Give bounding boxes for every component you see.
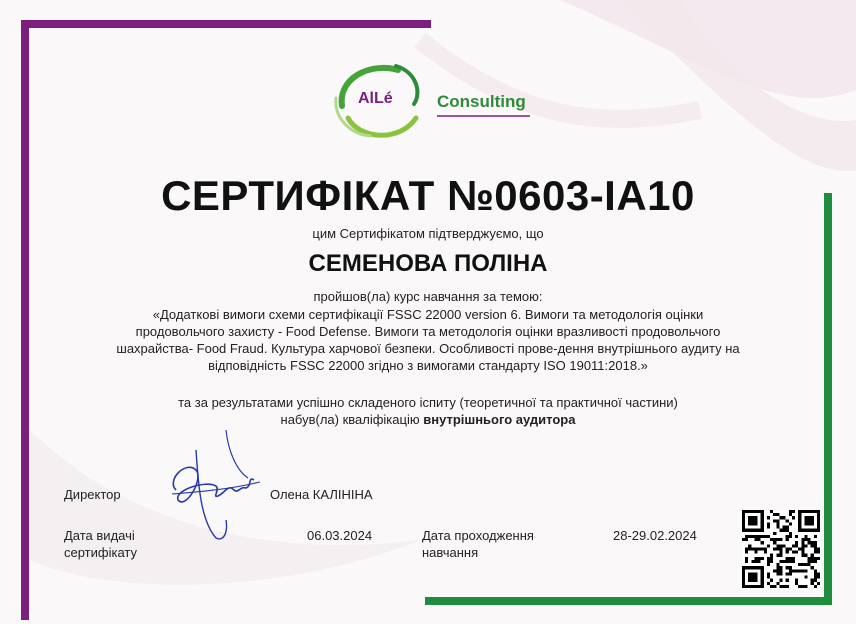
director-label: Директор <box>64 487 121 502</box>
confirm-text: цим Сертифікатом підтверджуємо, що <box>312 226 544 241</box>
training-date-label <box>422 527 534 561</box>
issue-date: 06.03.2024 <box>307 528 373 543</box>
certificate-title: СЕРТИФІКАТ №0603-IA10 <box>161 172 695 219</box>
issue-date-label-line-2: сертифікату <box>64 545 137 560</box>
training-date-label-line-2: навчання <box>422 545 479 560</box>
frame-green-bottom <box>425 597 832 605</box>
recipient-name: СЕМЕНОВА ПОЛІНА <box>308 250 548 277</box>
logo-subtitle: Consulting <box>437 92 526 111</box>
course-text: «Додаткові вимоги схеми сертифікації FSSC 22000 version 6. Вимоги та методологія оцінки продовольчого захисту - Food Defense. Вимоги та методологія оцінки вразливості продовольчого шахрайства- Food Fraud. Культура харчової безпеки. Особливості прове-дення внутрішнього аудиту на відповідність FSSC 22000 згідно з вимогами стандарту ISO 19011:2018.» <box>116 307 740 373</box>
qr-code-icon[interactable] <box>742 510 820 588</box>
course-intro: пройшов(ла) курс навчання за темою: <box>313 289 543 304</box>
frame-purple-top <box>21 20 431 28</box>
training-date: 28-29.02.2024 <box>613 528 697 543</box>
training-date-label-line-1: Дата проходження <box>422 528 534 543</box>
result-text: та за результатами успішно складеного іспиту (теоретичної та практичної частини) <box>178 395 678 410</box>
issue-date-label-line-1: Дата видачі <box>64 528 135 543</box>
handwritten-signature-icon <box>156 420 266 550</box>
frame-purple-left <box>21 20 29 620</box>
director-name: Олена КАЛІНІНА <box>270 487 373 502</box>
qualification-prefix: набув(ла) кваліфікацію <box>280 412 424 427</box>
qualification-bold: внутрішнього аудитора <box>423 412 576 427</box>
logo-brand: AlLé <box>358 90 393 107</box>
issue-date-label <box>64 527 137 561</box>
